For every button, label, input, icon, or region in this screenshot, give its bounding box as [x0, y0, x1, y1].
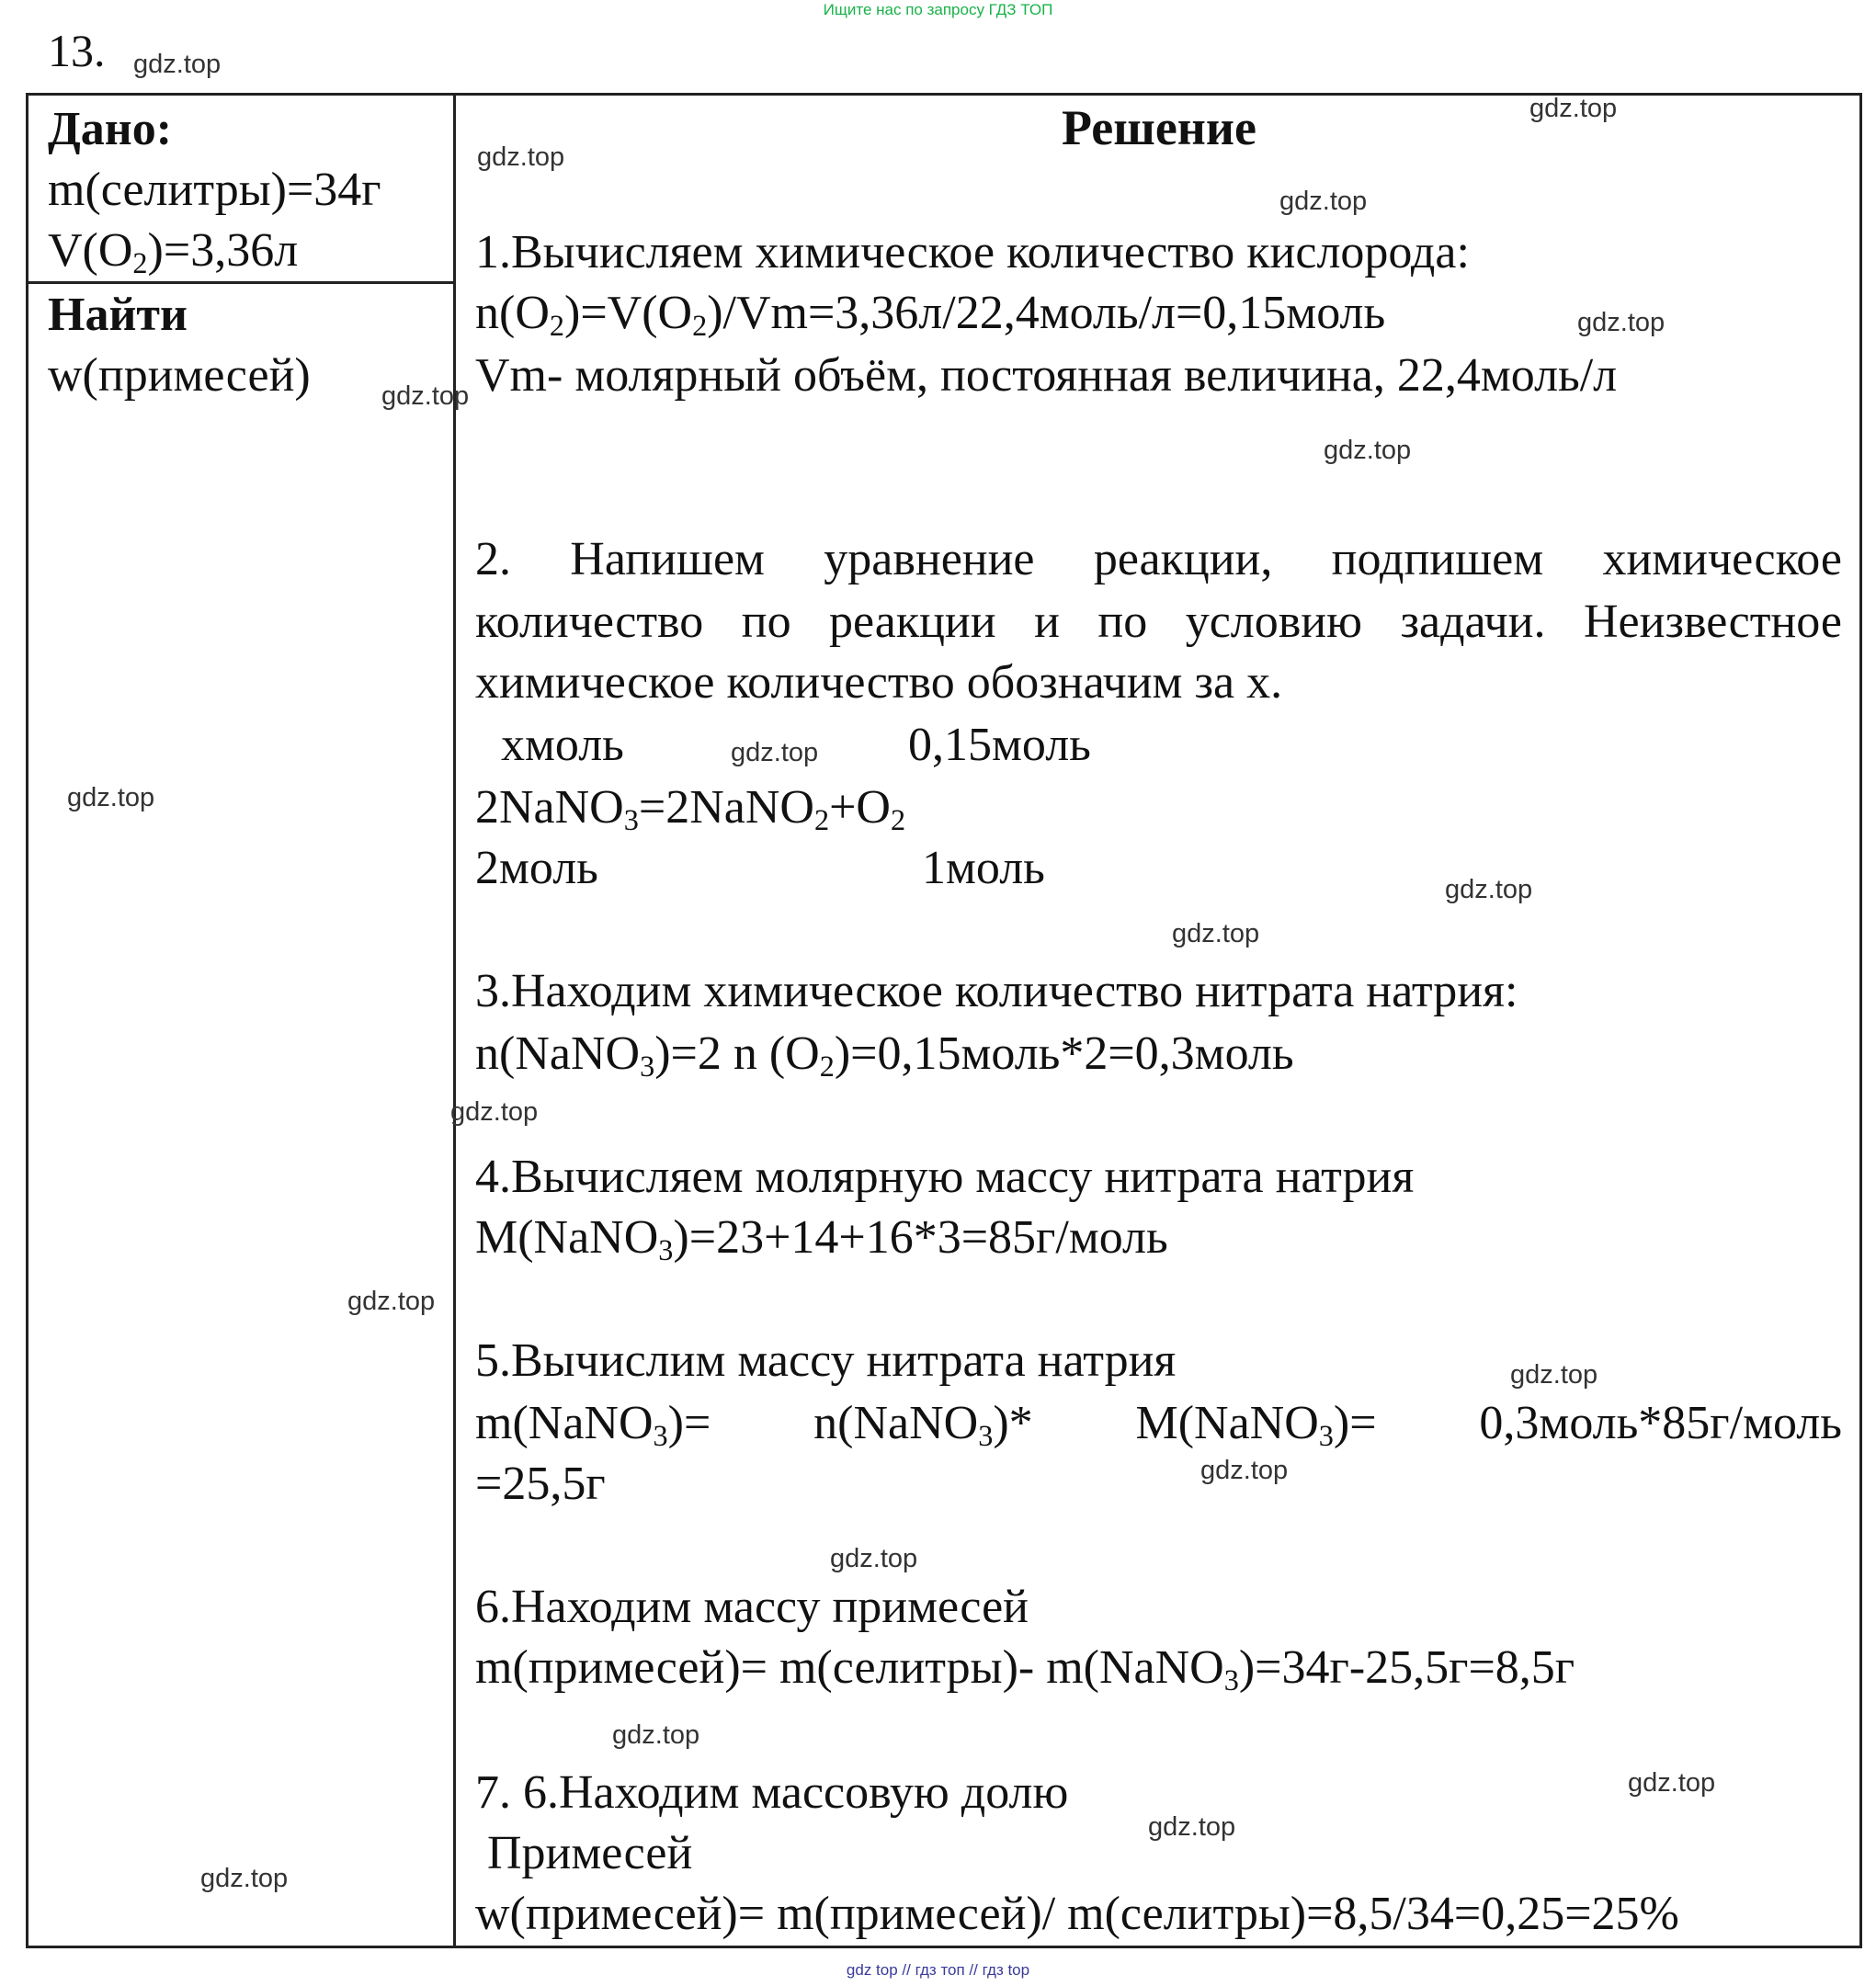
step2-line2: количество по реакции и по условию задачи. Неизвестное	[475, 596, 1842, 648]
step1-title: 1.Вычисляем химическое количество кислорода:	[475, 226, 1470, 278]
step4-title: 4.Вычисляем молярную массу нитрата натрия	[475, 1151, 1415, 1203]
solution-title: Решение	[1062, 100, 1256, 155]
step5-result: =25,5г	[475, 1458, 606, 1510]
watermark: gdz.top	[1529, 94, 1618, 123]
watermark: gdz.top	[450, 1097, 539, 1127]
bottom-banner: gdz top // гдз топ // гдз top	[846, 1961, 1030, 1979]
step2-line1: 2. Напишем уравнение реакции, подпишем химическое	[475, 533, 1842, 585]
reaction-top-right: 0,15моль	[908, 719, 1091, 771]
step3-equation: n(NaNO$_3$)=2 n $(O_2)=0,15моль*2=0,3моль$	[475, 1027, 1294, 1084]
step7-equation: w(примесей)= m(примесей)/ m(селитры)=8,5/34=0,25=25%	[475, 1888, 1679, 1940]
reaction-bottom-left: 2моль	[475, 842, 598, 894]
given-find-divider	[26, 281, 456, 284]
given-volume: $V(O_2)=3,36л$	[48, 224, 299, 280]
problem-number: 13.	[48, 25, 106, 76]
watermark: gdz.top	[1628, 1768, 1716, 1798]
watermark: gdz.top	[133, 50, 222, 79]
watermark: gdz.top	[830, 1544, 918, 1573]
top-banner: Ищите нас по запросу ГДЗ ТОП	[823, 1, 1053, 18]
column-divider	[453, 93, 456, 1948]
watermark: gdz.top	[612, 1720, 700, 1750]
watermark: gdz.top	[200, 1864, 289, 1893]
step6-equation: m(примесей)= m(селитры)- m(NaNO$_3$)=34г-25,5г=8,5г	[475, 1641, 1575, 1697]
watermark: gdz.top	[381, 381, 470, 411]
watermark: gdz.top	[67, 783, 155, 812]
watermark: gdz.top	[1577, 308, 1666, 337]
reaction-bottom-right: 1моль	[922, 842, 1045, 894]
step3-title: 3.Находим химическое количество нитрата натрия:	[475, 965, 1518, 1017]
step2-line3: химическое количество обозначим за х.	[475, 656, 1283, 709]
step1-note: Vm- молярный объём, постоянная величина, 22,4моль/л	[475, 349, 1618, 402]
watermark: gdz.top	[477, 142, 565, 172]
watermark: gdz.top	[1510, 1360, 1598, 1390]
given-mass: m(селитры)=34г	[48, 164, 381, 216]
step7-title-continued: Примесей	[487, 1827, 693, 1879]
watermark: gdz.top	[1172, 919, 1260, 948]
step4-equation: M(NaNO$_3$)=23+14+16*3=85г/моль	[475, 1211, 1168, 1267]
watermark: gdz.top	[1279, 187, 1368, 216]
watermark: gdz.top	[1445, 875, 1533, 904]
given-title: Дано:	[48, 103, 173, 155]
step5-title: 5.Вычислим массу нитрата натрия	[475, 1334, 1177, 1387]
watermark: gdz.top	[1324, 436, 1412, 465]
find-value: w(примесей)	[48, 349, 311, 402]
step1-equation: $n(O_2)=V(O_2)/Vm=3,36л/22,4моль/л=0,15моль$	[475, 287, 1386, 343]
reaction-top-left: хмоль	[501, 719, 624, 771]
watermark: gdz.top	[731, 738, 819, 767]
step6-title: 6.Находим массу примесей	[475, 1581, 1029, 1633]
reaction-equation: $2NaNO_3=2NaNO_2+O_2$	[475, 781, 906, 837]
find-title: Найти	[48, 289, 188, 341]
watermark: gdz.top	[1148, 1812, 1236, 1842]
step5-equation: m(NaNO$_3$)= n(NaNO$_3$)* M(NaNO$_3$)= 0,3моль*85г/моль	[475, 1397, 1842, 1453]
watermark: gdz.top	[347, 1287, 436, 1316]
step7-title: 7. 6.Находим массовую долю	[475, 1766, 1069, 1819]
watermark: gdz.top	[1200, 1456, 1289, 1485]
